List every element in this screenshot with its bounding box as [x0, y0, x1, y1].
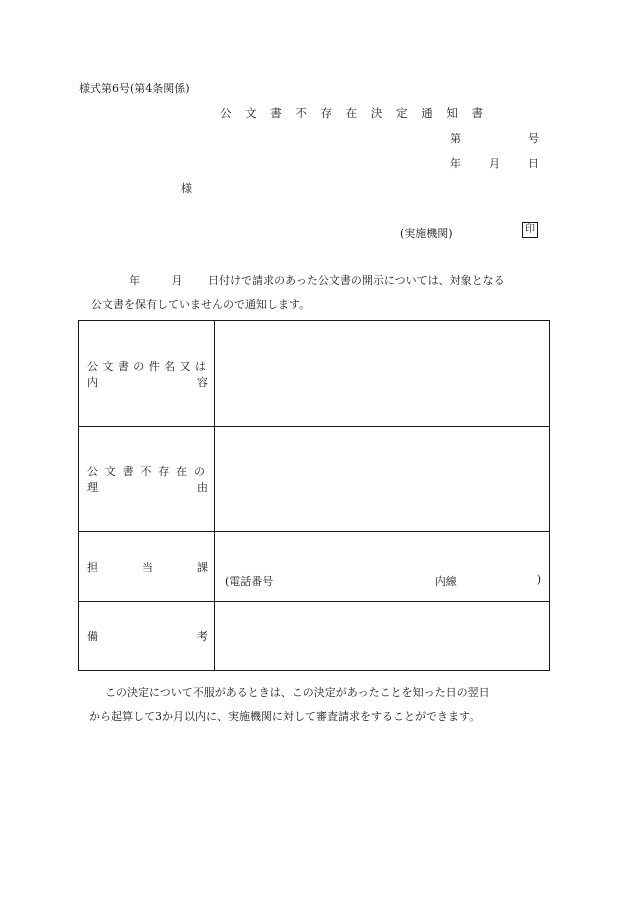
- date-year-label: 年: [450, 157, 461, 170]
- date-day-label: 日: [528, 157, 539, 170]
- notice-table: [78, 320, 550, 671]
- document-number-label: 第: [450, 132, 461, 145]
- issuer-label: (実施機関): [400, 227, 453, 240]
- extension-label: 内線: [434, 574, 457, 588]
- label-reason-line1: 公文書不存在の: [87, 465, 208, 478]
- table-row-remarks: [79, 602, 550, 671]
- label-department-text: [87, 559, 208, 575]
- label-subject: [79, 321, 215, 427]
- label-remarks-left: 備: [87, 630, 98, 643]
- closing-line-2: [79, 708, 551, 724]
- addressee-suffix: 様: [181, 182, 192, 195]
- intro-line-2-text: 公文書を保有していませんので通知します。: [91, 298, 311, 311]
- label-remarks: [79, 602, 215, 671]
- value-remarks: [215, 602, 550, 671]
- phone-close-paren: ): [536, 572, 541, 586]
- intro-year-label: 年: [129, 274, 140, 287]
- label-department-mid: 当: [142, 560, 153, 574]
- closing-line-2-text: から起算して3か月以内に、実施機関に対して審査請求をすることができます。: [89, 710, 481, 723]
- table-row-department: [79, 532, 550, 602]
- intro-line-1: [79, 272, 551, 288]
- value-reason: [215, 427, 550, 532]
- phone-label: (電話番号: [225, 574, 274, 588]
- document-title: 公 文 書 不 存 在 決 定 通 知 書: [220, 106, 489, 120]
- label-department-right: 課: [197, 560, 208, 574]
- seal-icon: 印: [522, 222, 538, 238]
- label-reason-line2-left: 理: [87, 481, 98, 494]
- label-remarks-text: [87, 628, 208, 644]
- form-number: 様式第6号(第4条関係): [79, 82, 190, 95]
- label-reason: [79, 427, 215, 532]
- label-remarks-right: 考: [197, 630, 208, 643]
- intro-rest-text: 日付けで請求のあった公文書の開示については、対象となる: [208, 274, 505, 287]
- label-subject-line2-right: 容: [197, 375, 208, 389]
- phone-row: [215, 573, 549, 589]
- closing-line-1-text: この決定について不服があるときは、この決定があったことを知った日の翌日: [105, 686, 490, 699]
- label-subject-line2-left: 内: [87, 375, 98, 389]
- document-number-suffix: 号: [528, 132, 539, 145]
- label-reason-line2: [87, 479, 208, 495]
- value-subject: [215, 321, 550, 427]
- label-reason-line2-right: 由: [197, 481, 208, 494]
- date-month-label: 月: [489, 157, 500, 170]
- value-department: [215, 532, 550, 602]
- table-row-reason: [79, 427, 550, 532]
- intro-line-2: [79, 296, 551, 312]
- label-subject-line1: 公文書の件名又は: [87, 359, 208, 373]
- label-subject-line2: [87, 374, 208, 390]
- closing-line-1: [79, 684, 551, 700]
- intro-month-label: 月: [171, 274, 183, 287]
- label-department: [79, 532, 215, 602]
- label-department-left: 担: [87, 560, 98, 574]
- table-row-subject: [79, 321, 550, 427]
